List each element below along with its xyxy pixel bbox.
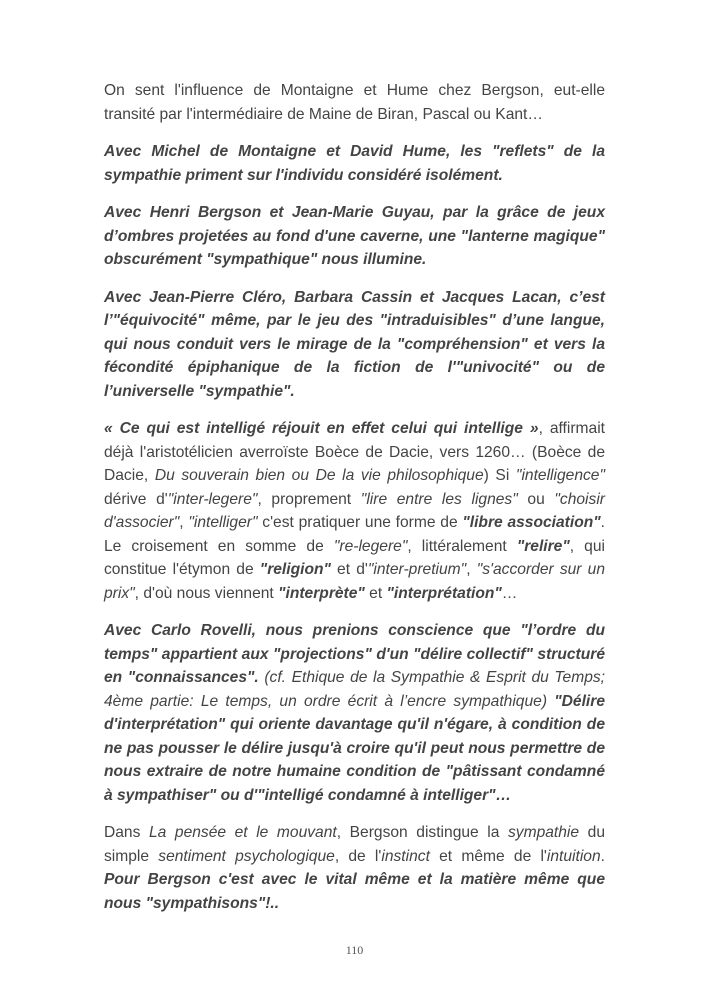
paragraph-carlo-rovelli: Avec Carlo Rovelli, nous prenions conscience que "l’ordre du temps" appartient aux "projections" d'un "délire collectif" structuré en "connaissances". (cf. Ethique de la Sympathie & Esprit du Temps; 4ème partie: Le temps, un ordre écrit à l’encre sympathique) "Délire d'interprétation" qui oriente davantage qu'il n'égare, à condition de ne pas pousser le délire jusqu'à croire qu'il peut nous permettre de nous extraire de notre humaine condition de "pâtissant condamné à sympathiser" ou d'"intelligé condamné à intelliger"…	[104, 622, 605, 804]
paragraph-reflets-sympathie: Avec Michel de Montaigne et David Hume, les "reflets" de la sympathie priment sur l'individu considéré isolément.	[104, 143, 605, 184]
paragraph-boece-de-dacie: « Ce qui est intelligé réjouit en effet celui qui intellige », affirmait déjà l'aristotélicien averroïste Boèce de Dacie, vers 1260… (Boèce de Dacie, Du souverain bien ou De la vie philosophique) Si "intelligence" dérive d'"inter-legere", proprement "lire entre les lignes" ou "choisir d'associer", "intelliger" c'est pratiquer une forme de "libre association". Le croisement en somme de "re-legere", littéralement "relire", qui constitue l'étymon de "religion" et d'"inter-pretium", "s'accorder sur un prix", d'où nous viennent "interprète" et "interprétation"…	[104, 420, 605, 602]
paragraph-equivocite: Avec Jean-Pierre Cléro, Barbara Cassin et Jacques Lacan, c’est l’"équivocité" même, par le jeu des "intraduisibles" d’une langue, qui nous conduit vers le mirage de la "compréhension" et vers la fécondité épiphanique de la fiction de l'"univocité" ou de l’universelle "sympathie".	[104, 288, 605, 400]
page-body	[104, 79, 605, 929]
paragraph-montaigne-hume-bergson: On sent l'influence de Montaigne et Hume chez Bergson, eut-elle transité par l'intermédiaire de Maine de Biran, Pascal ou Kant…	[104, 82, 605, 123]
paragraph-pensee-et-mouvant: Dans La pensée et le mouvant, Bergson distingue la sympathie du simple sentiment psychologique, de l'instinct et même de l'intuition. Pour Bergson c'est avec le vital même et la matière même que nous "sympathisons"!..	[104, 824, 605, 912]
page-number: 110	[345, 943, 364, 957]
quote-boece: « Ce qui est intelligé réjouit en effet celui qui intellige »	[104, 420, 539, 437]
book-title-souverain-bien: Du souverain bien ou De la vie philosophique	[154, 467, 484, 484]
cross-reference: (cf. Ethique de la Sympathie & Esprit du Temps; 4ème partie: Le temps, un ordre écrit à l’encre sympathique)	[104, 669, 605, 710]
paragraph-lanterne-magique: Avec Henri Bergson et Jean-Marie Guyau, par la grâce de jeux d’ombres projetées au fond d'une caverne, une "lanterne magique" obscurément "sympathique" nous illumine.	[104, 204, 605, 268]
book-title-pensee-mouvant: La pensée et le mouvant	[148, 824, 337, 841]
